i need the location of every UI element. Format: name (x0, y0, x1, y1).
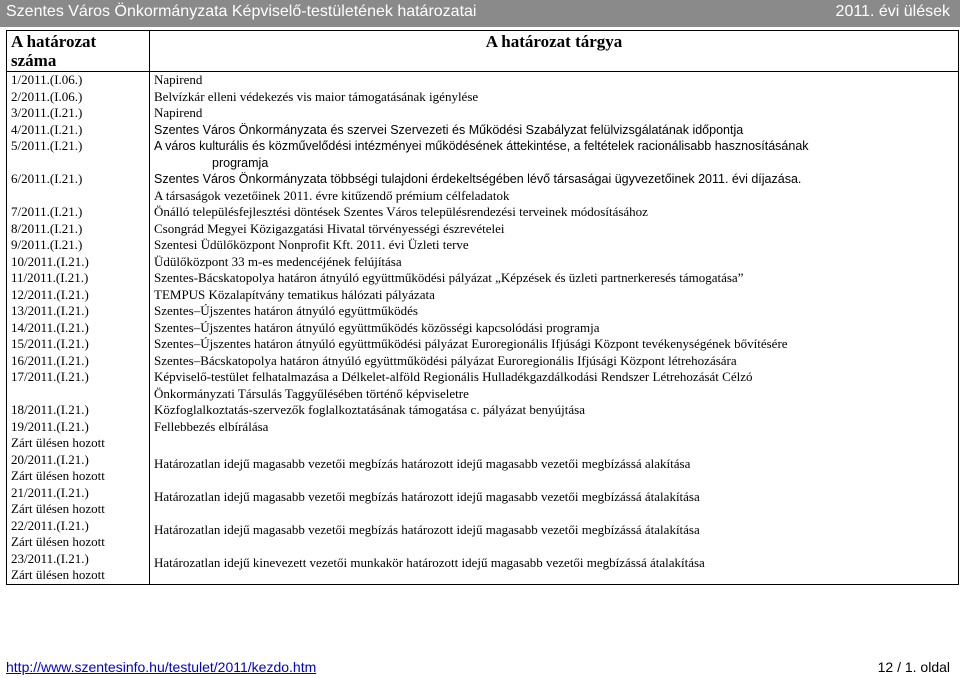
subject-line: Képviselő-testület felhatalmazása a Délkelet-alföld Regionális Hulladékgazdálkodási Rendszer Létrehozását Célzó (154, 369, 753, 384)
table-row (7, 353, 959, 370)
subject-continuation: A társaságok vezetőinek 2011. évre kitűzendő prémium célfeladatok (154, 187, 510, 203)
resolutions-table (6, 30, 959, 585)
resolution-number: 3/2011.(I.21.) (7, 105, 150, 122)
resolution-subject: Napirend (150, 72, 959, 89)
resolution-subject: TEMPUS Közalapítvány tematikus hálózati pályázata (150, 287, 959, 304)
resolution-subject: Határozatlan idejű magasabb vezetői megbízás határozott idejű magasabb vezetői megbízássá alakítása (150, 452, 959, 485)
subject-line: A város kulturális és közművelődési intézményei működésének áttekintése, a feltételek racionálisabb hasznosításának (154, 139, 809, 153)
table-row (7, 452, 959, 485)
resolution-subject: Napirend (150, 105, 959, 122)
table-row (7, 237, 959, 254)
resolution-subject (150, 369, 959, 402)
resolution-number: 5/2011.(I.21.) (7, 138, 150, 171)
table-row (7, 270, 959, 287)
table-row (7, 204, 959, 221)
table-row (7, 221, 959, 238)
table-row (7, 72, 959, 89)
number-line: 21/2011.(I.21.) (11, 484, 89, 500)
table-row (7, 419, 959, 452)
resolution-number: 4/2011.(I.21.) (7, 122, 150, 139)
resolution-subject: Szentes–Újszentes határon átnyúló együttműködés közösségi kapcsolódási programja (150, 320, 959, 337)
resolution-number (7, 518, 150, 551)
resolution-number (7, 485, 150, 518)
source-url-link[interactable]: http://www.szentesinfo.hu/testulet/2011/kezdo.htm (6, 659, 317, 675)
resolution-subject: Határozatlan idejű magasabb vezetői megbízás határozott idejű magasabb vezetői megbízássá átalakítása (150, 485, 959, 518)
resolution-subject: Közfoglalkoztatás-szervezők foglalkoztatásának támogatása c. pályázat benyújtása (150, 402, 959, 419)
table-row (7, 369, 959, 402)
subject-continuation: programja (212, 155, 269, 170)
page-number: 12 / 1. oldal (877, 659, 950, 675)
table-row (7, 336, 959, 353)
number-line: 23/2011.(I.21.) (11, 550, 89, 566)
resolution-number: 17/2011.(I.21.) (7, 369, 150, 402)
resolution-subject (150, 171, 959, 204)
resolution-number: 8/2011.(I.21.) (7, 221, 150, 238)
resolution-subject: Határozatlan idejű kinevezett vezetői munkakör határozott idejű magasabb vezetői megbízássá átalakítása (150, 551, 959, 585)
table-header-row (7, 31, 959, 72)
resolution-number: 6/2011.(I.21.) (7, 171, 150, 204)
resolution-subject: Szentes–Újszentes határon átnyúló együttműködés (150, 303, 959, 320)
resolution-number (7, 551, 150, 585)
column-header-number: A határozat száma (7, 31, 150, 72)
table-row (7, 485, 959, 518)
subject-continuation: Önkormányzati Társulás Taggyűlésében történő képviseletre (154, 385, 469, 401)
resolution-subject: Önálló településfejlesztési döntések Szentes Város településrendezési terveinek módosításához (150, 204, 959, 221)
number-line: 22/2011.(I.21.) (11, 517, 89, 533)
number-line: 20/2011.(I.21.) (11, 451, 89, 467)
closed-session-note: Zárt ülésen hozott (11, 501, 105, 516)
table-row (7, 402, 959, 419)
resolution-number: 1/2011.(I.06.) (7, 72, 150, 89)
resolution-number: 12/2011.(I.21.) (7, 287, 150, 304)
resolution-subject: Szentes–Újszentes határon átnyúló együttműködési pályázat Euroregionális Ifjúsági Központ tevékenységének bővítésére (150, 336, 959, 353)
resolution-number: 10/2011.(I.21.) (7, 254, 150, 271)
table-row (7, 138, 959, 171)
table-row (7, 551, 959, 585)
table-row (7, 105, 959, 122)
resolution-number: 16/2011.(I.21.) (7, 353, 150, 370)
resolution-number: 18/2011.(I.21.) (7, 402, 150, 419)
closed-session-note: Zárt ülésen hozott (11, 534, 105, 549)
resolution-number: 7/2011.(I.21.) (7, 204, 150, 221)
resolution-subject: Csongrád Megyei Közigazgatási Hivatal törvényességi észrevételei (150, 221, 959, 238)
resolution-subject: Szentes-Bácskatopolya határon átnyúló együttműködési pályázat „Képzések és üzleti partnerkeresés támogatása” (150, 270, 959, 287)
resolution-subject: Szentes–Bácskatopolya határon átnyúló együttműködési pályázat Euroregionális Ifjúsági Központ létrehozására (150, 353, 959, 370)
resolution-subject: Fellebbezés elbírálása (150, 419, 959, 452)
resolution-subject (150, 138, 959, 171)
table-row (7, 122, 959, 139)
table-row (7, 254, 959, 271)
resolution-number (7, 452, 150, 485)
closed-session-note: Zárt ülésen hozott (11, 567, 105, 582)
table-row (7, 287, 959, 304)
header-title: Szentes Város Önkormányzata Képviselő-testületének határozatai (6, 3, 477, 20)
table-row (7, 303, 959, 320)
page-header (0, 0, 960, 27)
column-header-subject: A határozat tárgya (150, 31, 959, 72)
table-row (7, 171, 959, 204)
resolution-subject: Belvízkár elleni védekezés vis maior támogatásának igénylése (150, 89, 959, 106)
resolution-number: 2/2011.(I.06.) (7, 89, 150, 106)
resolution-subject: Határozatlan idejű magasabb vezetői megbízás határozott idejű magasabb vezetői megbízássá átalakítása (150, 518, 959, 551)
resolution-number (7, 419, 150, 452)
subject-line: Szentes Város Önkormányzata többségi tulajdoni érdekeltségében lévő társaságai ügyvezetőinek 2011. évi díjazása. (154, 172, 802, 186)
resolution-number: 11/2011.(I.21.) (7, 270, 150, 287)
resolution-subject: Üdülőközpont 33 m-es medencéjének felújítása (150, 254, 959, 271)
table-row (7, 518, 959, 551)
header-meeting-year: 2011. évi ülések (835, 3, 950, 20)
resolution-number: 9/2011.(I.21.) (7, 237, 150, 254)
resolution-subject: Szentesi Üdülőközpont Nonprofit Kft. 2011. évi Üzleti terve (150, 237, 959, 254)
resolution-number: 15/2011.(I.21.) (7, 336, 150, 353)
resolution-number: 14/2011.(I.21.) (7, 320, 150, 337)
number-line: 19/2011.(I.21.) (11, 418, 89, 434)
resolution-subject: Szentes Város Önkormányzata és szervei Szervezeti és Működési Szabályzat felülvizsgálatának időpontja (150, 122, 959, 139)
table-row (7, 89, 959, 106)
resolution-number: 13/2011.(I.21.) (7, 303, 150, 320)
table-row (7, 320, 959, 337)
page-footer (0, 657, 960, 677)
closed-session-note: Zárt ülésen hozott (11, 435, 105, 450)
closed-session-note: Zárt ülésen hozott (11, 468, 105, 483)
